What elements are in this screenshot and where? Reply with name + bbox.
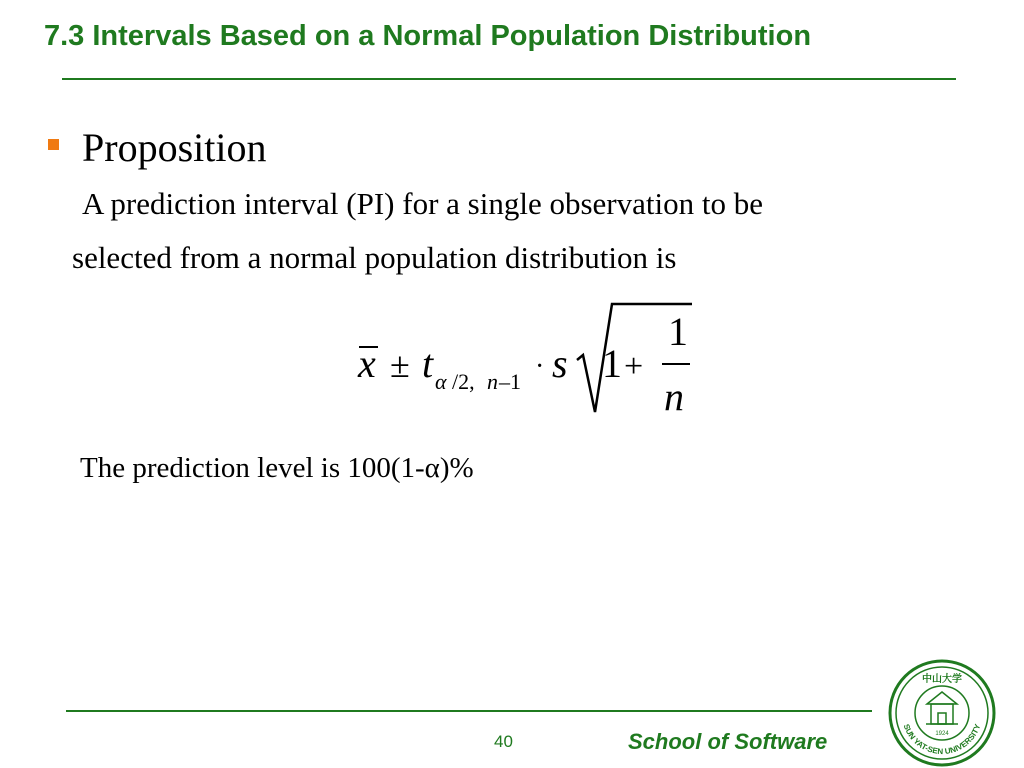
formula-plus-minus: ± — [390, 345, 410, 385]
formula-subscript-alpha: α — [435, 369, 447, 394]
prediction-interval-formula — [350, 300, 710, 430]
bullet-square-icon — [48, 139, 59, 150]
formula-xbar: x — [358, 341, 376, 386]
body-text-line-2: selected from a normal population distribution is — [72, 240, 677, 275]
fraction-numerator: 1 — [668, 309, 688, 354]
body-text-line-1: A prediction interval (PI) for a single observation to be — [82, 186, 763, 221]
formula-plus: + — [624, 348, 644, 385]
seal-year: 1924 — [935, 731, 949, 737]
footer-school-label: School of Software — [628, 729, 828, 754]
formula-t: t — [422, 341, 434, 386]
prediction-level-text: The prediction level is 100(1-α)% — [80, 452, 474, 484]
formula-dot: · — [535, 351, 545, 382]
slide-title: 7.3 Intervals Based on a Normal Population Distribution — [44, 20, 812, 52]
seal-ring-text: SUN YAT-SEN UNIVERSITY — [901, 722, 983, 757]
page-number: 40 — [494, 732, 513, 751]
formula-s: s — [552, 341, 568, 386]
bullet-heading: Proposition — [82, 125, 267, 170]
formula-subscript-minus1: –1 — [499, 369, 521, 394]
university-seal-logo — [886, 658, 998, 768]
fraction-denominator: n — [664, 374, 684, 419]
formula-subscript-n: n — [487, 369, 498, 394]
seal-chinese-text: 中山大学 — [922, 674, 962, 685]
title-divider — [62, 78, 956, 80]
formula-one: 1 — [602, 341, 622, 386]
footer-divider — [66, 710, 872, 712]
formula-subscript-rest: /2, — [452, 369, 475, 394]
